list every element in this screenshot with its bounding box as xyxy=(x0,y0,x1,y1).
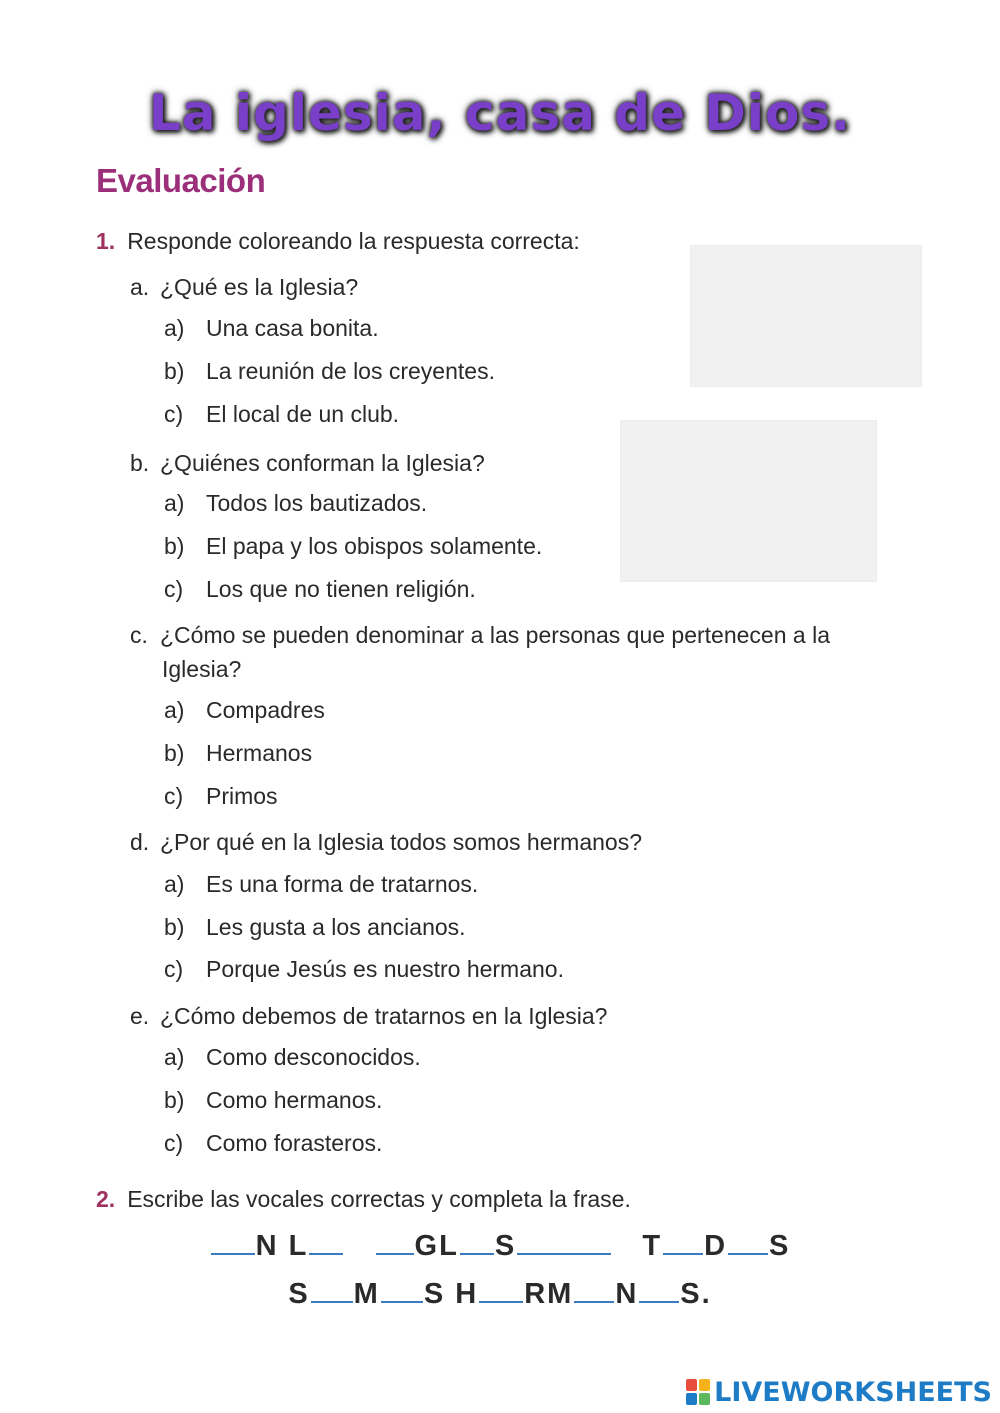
option[interactable] xyxy=(164,576,476,603)
fill-letters: N xyxy=(255,1230,279,1262)
fill-letters: N xyxy=(615,1278,639,1310)
question-e xyxy=(130,999,910,1033)
question-c xyxy=(130,618,910,686)
option[interactable] xyxy=(164,490,427,517)
liveworksheets-logo-icon xyxy=(686,1379,710,1405)
fill-letters: S. xyxy=(680,1278,712,1310)
fill-letters: S xyxy=(423,1278,446,1310)
question-letter: e. xyxy=(130,1003,150,1029)
option-letter: b) xyxy=(164,914,185,940)
vowel-blank[interactable] xyxy=(479,1297,523,1303)
bleed-through-block xyxy=(690,245,922,387)
option-text: Los que no tienen religión. xyxy=(206,576,476,602)
question-text: ¿Cómo se pueden denominar a las personas que pertenecen a la xyxy=(160,622,830,648)
option-letter: b) xyxy=(164,740,185,766)
question-a xyxy=(130,270,910,304)
page-title: La iglesia, casa de Dios. xyxy=(148,84,852,142)
option-text: Es una forma de tratarnos. xyxy=(206,871,479,897)
option-letter: b) xyxy=(164,533,185,559)
option[interactable] xyxy=(164,783,278,810)
option-letter: a) xyxy=(164,1044,185,1070)
option[interactable] xyxy=(164,1087,382,1114)
option[interactable] xyxy=(164,315,379,342)
instruction-number: 2. xyxy=(96,1186,116,1212)
question-letter: b. xyxy=(130,450,150,476)
option-letter: a) xyxy=(164,697,185,723)
option-text: Una casa bonita. xyxy=(206,315,379,341)
instruction-number: 1. xyxy=(96,228,116,254)
option[interactable] xyxy=(164,956,564,983)
option-letter: c) xyxy=(164,576,184,602)
question-letter: c. xyxy=(130,622,148,648)
option-text: Porque Jesús es nuestro hermano. xyxy=(206,956,564,982)
question-text: ¿Cómo debemos de tratarnos en la Iglesia? xyxy=(160,1003,608,1029)
brand-text: LIVEWORKSHEETS xyxy=(714,1376,992,1408)
option-text: Hermanos xyxy=(206,740,313,766)
fill-letters: M xyxy=(353,1278,380,1310)
option-text: El local de un club. xyxy=(206,401,400,427)
fill-letters: S xyxy=(288,1278,310,1310)
option-text: Primos xyxy=(206,783,278,809)
option-letter: a) xyxy=(164,315,185,341)
question-text-continued: Iglesia? xyxy=(162,656,242,682)
fill-in-line-1 xyxy=(0,1230,1000,1263)
section-heading: Evaluación xyxy=(96,162,266,199)
question-b xyxy=(130,446,910,480)
question-d xyxy=(130,825,910,859)
option-text: La reunión de los creyentes. xyxy=(206,358,495,384)
option-text: Como hermanos. xyxy=(206,1087,383,1113)
bleed-through-block xyxy=(620,420,877,582)
fill-letters: L xyxy=(288,1230,309,1262)
instruction-2 xyxy=(96,1186,631,1213)
fill-letters: RM xyxy=(524,1278,574,1310)
instruction-1 xyxy=(96,228,580,255)
option-text: Todos los bautizados. xyxy=(206,490,428,516)
option-letter: b) xyxy=(164,358,185,384)
option[interactable] xyxy=(164,358,495,385)
fill-letters: S xyxy=(769,1230,791,1262)
instruction-text: Escribe las vocales correctas y completa la frase. xyxy=(127,1186,631,1212)
vowel-blank[interactable] xyxy=(460,1249,494,1255)
question-letter: d. xyxy=(130,829,150,855)
option[interactable] xyxy=(164,533,542,560)
vowel-blank[interactable] xyxy=(517,1249,611,1255)
fill-letters: T xyxy=(642,1230,663,1262)
vowel-blank[interactable] xyxy=(639,1297,679,1303)
vowel-blank[interactable] xyxy=(309,1249,343,1255)
option-text: Como forasteros. xyxy=(206,1130,383,1156)
vowel-blank[interactable] xyxy=(663,1249,703,1255)
vowel-blank[interactable] xyxy=(376,1249,414,1255)
option-letter: a) xyxy=(164,871,185,897)
option[interactable] xyxy=(164,1130,382,1157)
question-text: ¿Qué es la Iglesia? xyxy=(160,274,359,300)
option[interactable] xyxy=(164,740,312,767)
fill-letters: H xyxy=(455,1278,479,1310)
option-letter: c) xyxy=(164,783,184,809)
option-letter: c) xyxy=(164,956,184,982)
option-letter: b) xyxy=(164,1087,185,1113)
vowel-blank[interactable] xyxy=(311,1297,353,1303)
option-text: Como desconocidos. xyxy=(206,1044,421,1070)
fill-letters: S xyxy=(494,1230,517,1262)
fill-letters: GL xyxy=(414,1230,459,1262)
option-letter: c) xyxy=(164,1130,184,1156)
instruction-text: Responde coloreando la respuesta correcta: xyxy=(127,228,580,254)
option-text: Compadres xyxy=(206,697,325,723)
question-text: ¿Quiénes conforman la Iglesia? xyxy=(160,450,485,476)
option-text: Les gusta a los ancianos. xyxy=(206,914,466,940)
fill-letters: D xyxy=(704,1230,728,1262)
option-letter: c) xyxy=(164,401,184,427)
option[interactable] xyxy=(164,871,478,898)
option[interactable] xyxy=(164,401,399,428)
vowel-blank[interactable] xyxy=(211,1249,255,1255)
option-text: El papa y los obispos solamente. xyxy=(206,533,543,559)
option[interactable] xyxy=(164,1044,421,1071)
option-letter: a) xyxy=(164,490,185,516)
fill-in-line-2 xyxy=(0,1278,1000,1311)
vowel-blank[interactable] xyxy=(728,1249,768,1255)
vowel-blank[interactable] xyxy=(574,1297,614,1303)
vowel-blank[interactable] xyxy=(381,1297,423,1303)
option[interactable] xyxy=(164,914,466,941)
liveworksheets-brand xyxy=(686,1374,992,1410)
question-text: ¿Por qué en la Iglesia todos somos hermanos? xyxy=(160,829,642,855)
option[interactable] xyxy=(164,697,325,724)
question-letter: a. xyxy=(130,274,150,300)
